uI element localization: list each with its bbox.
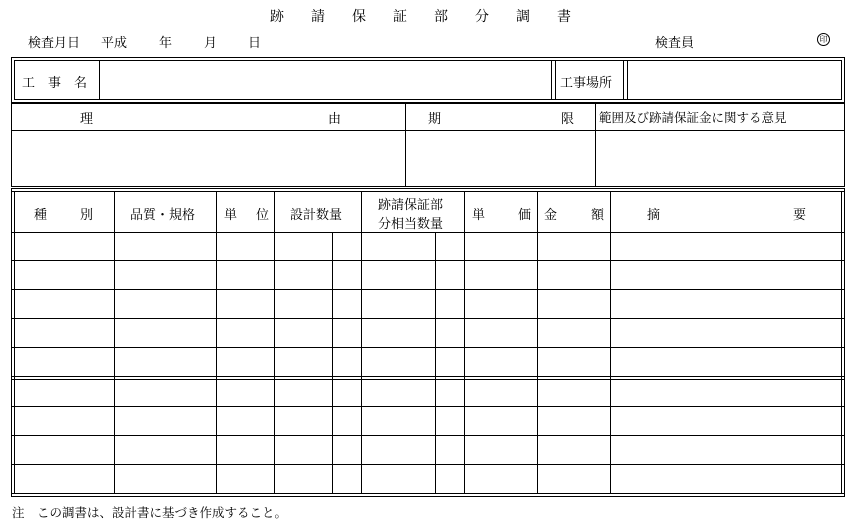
border xyxy=(332,232,333,494)
border xyxy=(555,60,556,100)
border xyxy=(841,191,842,494)
title-char: 調 xyxy=(516,9,530,25)
border xyxy=(11,435,845,436)
border xyxy=(274,191,275,494)
border xyxy=(11,191,845,192)
day-label: 日 xyxy=(248,36,262,51)
document-title xyxy=(270,6,598,26)
year-label: 年 xyxy=(159,36,173,51)
title-char: 跡 xyxy=(270,9,284,25)
reason-field[interactable] xyxy=(12,131,404,185)
col-equiv-qty-line2: 分相当数量 xyxy=(378,217,444,232)
border xyxy=(11,289,845,290)
border xyxy=(11,232,845,233)
title-char: 部 xyxy=(434,9,448,25)
border xyxy=(11,493,845,494)
col-equiv-qty-line1: 跡請保証部 xyxy=(378,198,444,213)
month-label: 月 xyxy=(204,36,218,51)
col-price-left: 単 xyxy=(472,208,486,223)
border xyxy=(361,191,362,494)
col-price-right: 価 xyxy=(518,208,532,223)
border xyxy=(623,60,624,100)
border xyxy=(11,57,12,103)
border xyxy=(11,188,845,189)
border xyxy=(14,191,15,494)
border xyxy=(11,186,845,187)
border xyxy=(464,191,465,494)
inspection-date-label: 検査月日 xyxy=(28,36,81,51)
border xyxy=(435,232,436,494)
title-char: 書 xyxy=(557,9,571,25)
col-summary-right: 要 xyxy=(793,208,807,223)
border xyxy=(11,188,12,497)
period-label-left: 期 xyxy=(428,112,442,127)
work-place-field[interactable] xyxy=(628,61,840,99)
work-name-label: 工 事 名 xyxy=(22,76,88,91)
col-amount-right: 額 xyxy=(591,208,605,223)
title-char: 保 xyxy=(352,9,366,25)
border xyxy=(537,191,538,494)
border xyxy=(11,496,845,497)
col-type-left: 種 xyxy=(34,208,48,223)
title-char: 証 xyxy=(393,9,407,25)
era-label: 平成 xyxy=(101,36,128,51)
work-place-label: 工事場所 xyxy=(560,76,613,91)
col-design-qty: 設計数量 xyxy=(290,208,343,223)
period-field[interactable] xyxy=(406,131,594,185)
border xyxy=(11,464,845,465)
border xyxy=(11,103,845,104)
border xyxy=(610,191,611,494)
col-type-right: 別 xyxy=(80,208,94,223)
border xyxy=(11,406,845,407)
border xyxy=(11,57,845,58)
border xyxy=(841,60,842,100)
border xyxy=(551,60,552,100)
reason-label-left: 理 xyxy=(80,112,94,127)
opinion-label: 範囲及び跡請保証金に関する意見 xyxy=(599,110,787,125)
footnote: 注 この調書は、設計書に基づき作成すること。 xyxy=(12,505,288,520)
border xyxy=(216,191,217,494)
border xyxy=(11,318,845,319)
title-char: 請 xyxy=(311,9,325,25)
title-char: 分 xyxy=(475,9,489,25)
border xyxy=(114,191,115,494)
seal-icon: 印 xyxy=(817,33,830,46)
border xyxy=(11,376,845,377)
border xyxy=(11,379,845,380)
inspector-label: 検査員 xyxy=(655,36,695,51)
border xyxy=(844,103,845,187)
col-summary-left: 摘 xyxy=(647,208,661,223)
border xyxy=(11,347,845,348)
col-quality: 品質・規格 xyxy=(130,208,196,223)
col-unit-right: 位 xyxy=(256,208,270,223)
reason-label-right: 由 xyxy=(328,112,342,127)
border xyxy=(844,57,845,103)
col-unit-left: 単 xyxy=(224,208,238,223)
col-amount-left: 金 xyxy=(544,208,558,223)
border xyxy=(844,188,845,497)
border xyxy=(14,60,15,100)
opinion-field[interactable] xyxy=(596,131,843,185)
border xyxy=(14,99,842,100)
period-label-right: 限 xyxy=(561,112,575,127)
work-name-field[interactable] xyxy=(100,61,550,99)
border xyxy=(11,260,845,261)
